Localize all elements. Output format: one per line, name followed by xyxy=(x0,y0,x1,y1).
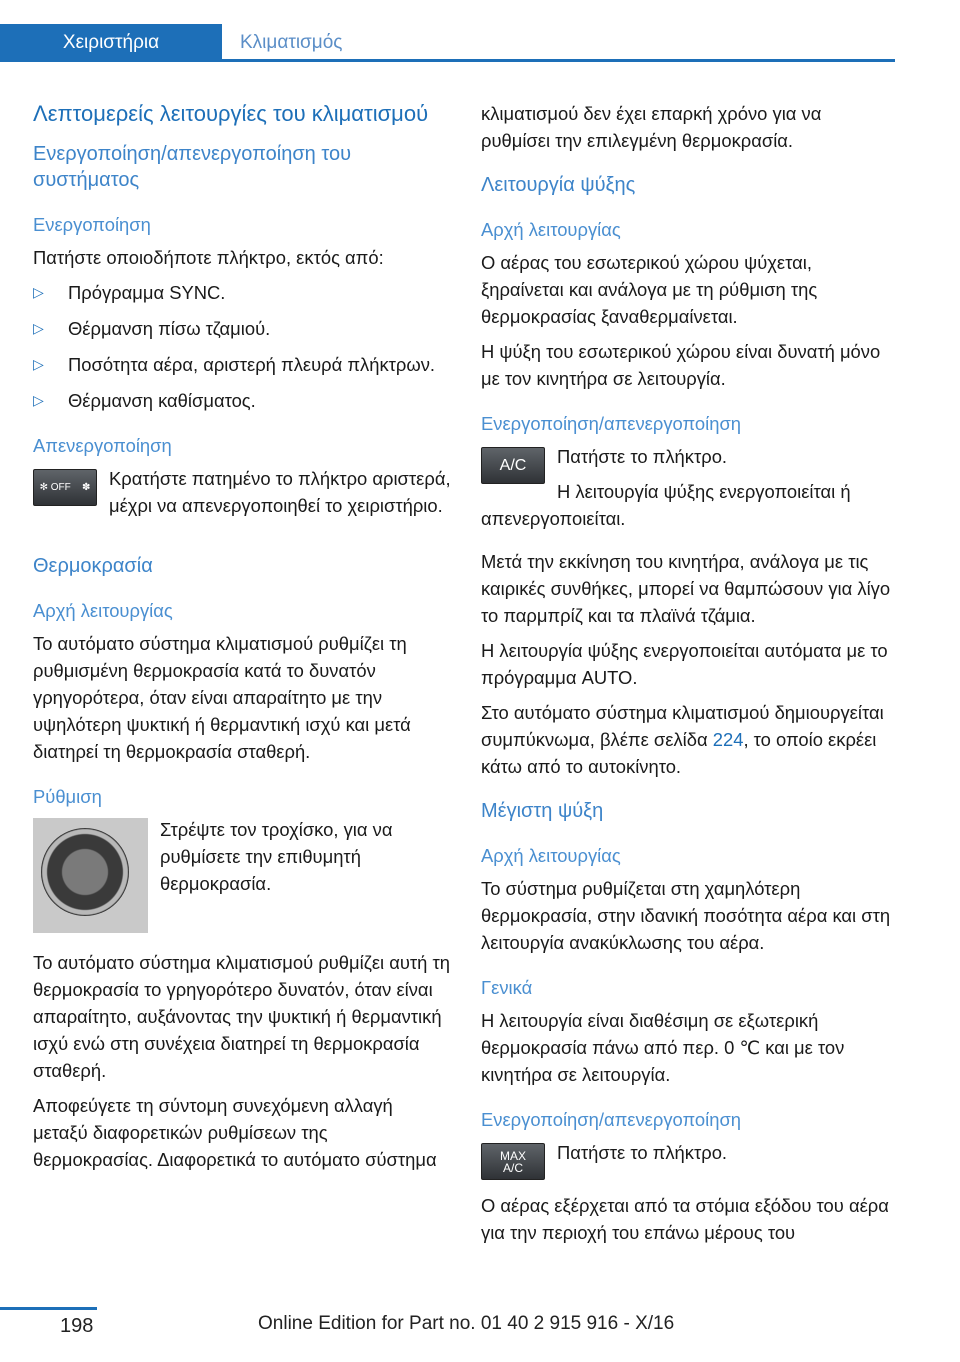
max-text: Το σύστημα ρυθμίζεται στη χαμηλότερη θερμοκρασία, στην ιδανική ποσότητα αέρα και στη λειτουργία ανακύκλωσης του αέρα. xyxy=(481,878,891,953)
list-item: ▷ Θέρμανση καθίσματος. xyxy=(33,387,451,414)
knob-dial-icon xyxy=(41,828,129,916)
fan-off-button-image xyxy=(33,469,97,506)
cooling-text-2: Η ψύξη του εσωτερικού χώρου είναι δυνατή μόνο με τον κινητήρα σε λειτουργία. xyxy=(481,341,881,389)
heading-onoff: Ενεργοποίηση/απενεργοποίηση xyxy=(481,413,742,434)
after-start-text: Μετά την εκκίνηση του κινητήρα, ανάλογα με τις καιρικές συνθήκες, μπορεί να θαμπώσουν για λίγο το παρμπρίζ και τα πλαϊνά τζάμια. xyxy=(481,551,891,626)
page-number: 198 xyxy=(60,1315,94,1337)
heading-cooling: Λειτουργία ψύξης xyxy=(481,174,636,196)
condensate-text: Στο αυτόματο σύστημα κλιματισμού δημιουργείται συμπύκνωμα, βλέπε σελίδα 224, το οποίο εκρέει κάτω από το αυτοκίνητο. xyxy=(481,702,884,777)
press-text: Πατήστε το πλήκτρο. xyxy=(557,1142,728,1163)
press-text: Πατήστε το πλήκτρο. xyxy=(557,446,728,467)
list-item: ▷ Πρόγραμμα SYNC. xyxy=(33,279,451,306)
heading-general: Γενικά xyxy=(481,977,533,998)
heading-principle: Αρχή λειτουργίας xyxy=(481,219,621,240)
activation-text: Πατήστε οποιοδήποτε πλήκτρο, εκτός από: xyxy=(33,247,384,268)
heading-system-onoff: Ενεργοποίηση/απενεργοποίηση του συστήματος xyxy=(33,143,352,191)
page-link[interactable]: 224 xyxy=(712,729,744,750)
adjustment-block xyxy=(33,816,451,941)
triangle-bullet-icon: ▷ xyxy=(33,356,44,372)
header-tabbar xyxy=(0,24,895,62)
general-text: Η λειτουργία είναι διαθέσιμη σε εξωτερική θερμοκρασία πάνω από περ. 0 ℃ και με τον κινητήρα σε λειτουργία. xyxy=(481,1010,845,1085)
max-ac-button-image: MAX A/C xyxy=(481,1143,545,1180)
triangle-bullet-icon: ▷ xyxy=(33,284,44,300)
heading-principle: Αρχή λειτουργίας xyxy=(481,845,621,866)
edition-text: Online Edition for Part no. 01 40 2 915 916 - X/16 xyxy=(258,1313,675,1334)
temperature-knob-image xyxy=(33,818,148,933)
right-column xyxy=(481,100,891,1254)
header-rule xyxy=(0,59,895,62)
heading-principle: Αρχή λειτουργίας xyxy=(33,600,173,621)
triangle-bullet-icon: ▷ xyxy=(33,320,44,336)
heading-adjustment: Ρύθμιση xyxy=(33,786,102,807)
heading-max-cooling: Μέγιστη ψύξη xyxy=(481,800,604,822)
ac-block xyxy=(481,443,891,540)
heading-activation: Ενεργοποίηση xyxy=(33,214,151,235)
auto-text: Το αυτόματο σύστημα κλιματισμού ρυθμίζει αυτή τη θερμοκρασία το γρηγορότερο δυνατόν, όταν είναι απαραίτητο, αυξάνοντας την ψυκτική ή θερμαντική ισχύ ενώ στη συνέχεια διατηρεί τη θερμοκρασία σταθερή. xyxy=(33,952,451,1081)
fan-off-icon: ✻ OFF xyxy=(39,482,71,493)
heading-deactivation: Απενεργοποίηση xyxy=(33,435,172,456)
principle-text: Το αυτόματο σύστημα κλιματισμού ρυθμίζει τη ρυθμισμένη θερμοκρασία κατά το δυνατόν γρηγορότερα, όταν είναι απαραίτητο με την υψηλότερη ψυκτική ή θερμαντική ισχύ και μετά διατηρεί τη θερμοκρασία σταθερή. xyxy=(33,633,411,762)
max-ac-block xyxy=(481,1139,891,1184)
tab-controls[interactable]: Χειριστήρια xyxy=(0,24,222,62)
triangle-bullet-icon: ▷ xyxy=(33,392,44,408)
list-item: ▷ Θέρμανση πίσω τζαμιού. xyxy=(33,315,451,342)
tab-climate[interactable]: Κλιματισμός xyxy=(240,32,343,53)
avoid-text: Αποφεύγετε τη σύντομη συνεχόμενη αλλαγή μεταξύ διαφορετικών ρυθμίσεων της θερμοκρασίας. Διαφορετικά το αυτόματο σύστημα xyxy=(33,1095,437,1170)
ac-button-image: A/C xyxy=(481,447,545,484)
cooling-text-1: Ο αέρας του εσωτερικού χώρου ψύχεται, ξηραίνεται και ανάλογα με τη ρύθμιση της θερμοκρασίας ξαναθερμαίνεται. xyxy=(481,252,818,327)
list-item: ▷ Ποσότητα αέρα, αριστερή πλευρά πλήκτρων. xyxy=(33,351,451,378)
air-text: Ο αέρας εξέρχεται από τα στόμια εξόδου του αέρα για την περιοχή του επάνω μέρους του xyxy=(481,1195,889,1243)
section-title: Λεπτομερείς λειτουργίες του κλιματισμού xyxy=(33,101,429,126)
exception-list xyxy=(33,279,451,414)
continued-text: κλιματισμού δεν έχει επαρκή χρόνο για να ρυθμίσει την επιλεγμένη θερμοκρασία. xyxy=(481,103,822,151)
heading-onoff: Ενεργοποίηση/απενεργοποίηση xyxy=(481,1109,742,1130)
deactivation-text: Κρατήστε πατημένο το πλήκτρο αριστερά, μέχρι να απενεργοποιηθεί το χειριστήριο. xyxy=(109,468,451,516)
fan-icon: ✽ xyxy=(82,482,91,493)
auto-program-text: Η λειτουργία ψύξης ενεργοποιείται αυτόματα με το πρόγραμμα AUTO. xyxy=(481,640,888,688)
left-column xyxy=(33,100,451,1181)
ac-toggle-text: Η λειτουργία ψύξης ενεργοποιείται ή απενεργοποιείται. xyxy=(481,481,851,529)
adjustment-text: Στρέψτε τον τροχίσκο, για να ρυθμίσετε την επιθυμητή θερμοκρασία. xyxy=(160,819,393,894)
footer-rule xyxy=(0,1307,97,1310)
heading-temperature: Θερμοκρασία xyxy=(33,555,153,577)
deactivation-block xyxy=(33,465,451,527)
